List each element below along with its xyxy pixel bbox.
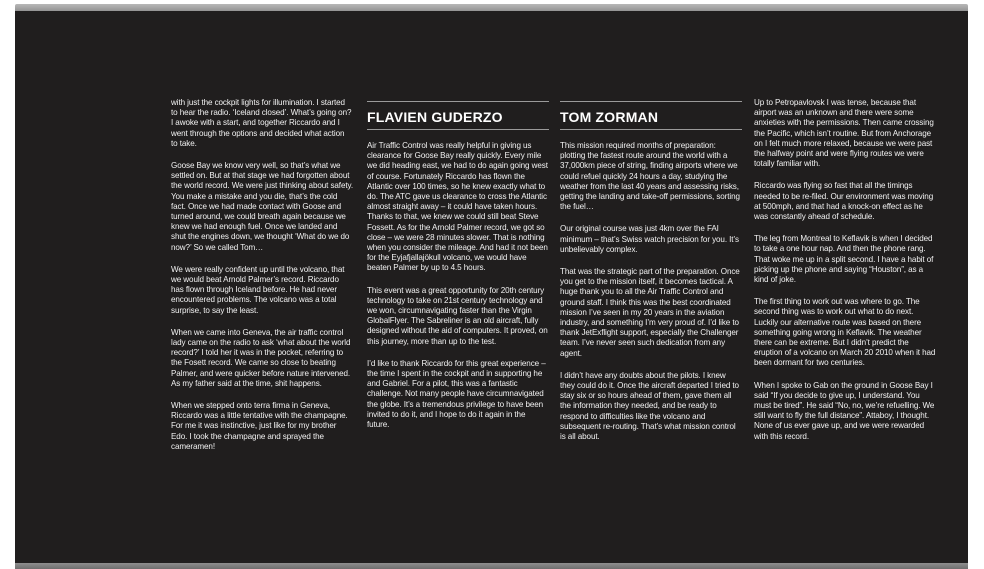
paragraph: That was the strategic part of the preparation. Once you get to the mission itself, it becomes tactical. A huge thank you to all the Air Traffic Control and ground staff. I think this was the best coordinated mission I’ve seen in my 20 years in the aviation industry, and something I’m very proud of. I’d like to thank JetExflight support, especially the Challenger team. I’ve never seen such dedication from any agent. xyxy=(560,267,740,358)
paragraph: This mission required months of preparation: plotting the fastest route around the world with a 37,000km piece of string, finding airports where we could refuel quickly 24 hours a day, studying the weather from the last 40 years and assessing risks, getting the landing and take-off permissions, sorting the fuel… xyxy=(560,141,740,212)
viewer-frame-bottom xyxy=(15,563,968,569)
heading-rule-bottom xyxy=(560,129,742,130)
paragraph: Goose Bay we know very well, so that’s what we settled on. But at that stage we had forgotten about the world record. We were just thinking about safety. You make a mistake and you die, that’s the cold fact. Once we had made contact with Goose and turned around, we could breath again because we knew we had enough fuel. Once we landed and shut the engines down, we thought ‘What do we do now?’ So we called Tom… xyxy=(171,161,353,252)
paragraph: When we stepped onto terra firma in Geneva, Riccardo was a little tentative with the champagne. For me it was instinctive, just like for my brother Edo. I took the champagne and sprayed the cameramen! xyxy=(171,401,348,451)
heading-rule-top xyxy=(367,101,549,102)
magazine-page xyxy=(15,11,968,564)
paragraph: Air Traffic Control was really helpful in giving us clearance for Goose Bay really quickly. Every mile we did heading east, we had to do again going west of course. Fortunately Riccardo has flown the Atlantic over 100 times, so he knew exactly what to do. The ATC gave us clearance to cross the Atlantic almost straight away – it could have taken hours. Thanks to that, we knew we could still beat Steve Fossett. As for the Arnold Palmer record, we got so close – we were 28 minutes slower. That is nothing when you consider the mileage. And had it not been for the Eyjafjallajökull volcano, we would have beaten Palmer by up to 4.5 hours. xyxy=(367,141,548,273)
paragraph: We were really confident up until the volcano, that we would beat Arnold Palmer’s record. Riccardo has flown through Iceland before. He had never encountered problems. The volcano was a total surprise, to say the least. xyxy=(171,264,345,315)
paragraph: I’d like to thank Riccardo for this great experience – the time I spent in the cockpit and in supporting he and Gabriel. For a pilot, this was a fantastic challenge. Not many people have circumnavigated the globe. It’s a tremendous privilege to have been invited to do it, and I hope to do it again in the future. xyxy=(367,358,546,430)
heading-rule-bottom xyxy=(367,129,549,130)
section-heading: TOM ZORMAN xyxy=(560,109,659,125)
paragraph: When I spoke to Gab on the ground in Goose Bay I said “If you decide to give up, I understand. You must be tired”. He said “No, no, we’re refuelling. We still want to fly the full distance”. Attaboy, I thought. None of us ever gave up, and we were rewarded with this record. xyxy=(754,380,935,441)
heading-rule-top xyxy=(560,101,742,102)
paragraph: The leg from Montreal to Keflavik is when I decided to take a one hour nap. And then the phone rang. That woke me up in a split second. I have a habit of picking up the phone and saying “Houston”, as a kind of joke. xyxy=(754,234,934,285)
text-column-3 xyxy=(560,101,742,454)
text-column-1 xyxy=(171,98,353,464)
paragraph: Riccardo was flying so fast that all the timings needed to be re-filed. Our environment was moving at 500mph, and that had a knock-on effect as he was constantly ahead of schedule. xyxy=(754,181,934,222)
paragraph: The first thing to work out was where to go. The second thing was to work out what to do next. Luckily our alternative route was based on there something going wrong in Keflavik. The weather there can be extreme. But I didn’t predict the eruption of a volcano on March 20 2010 when it had been dormant for two centuries. xyxy=(754,297,936,368)
paragraph: This event was a great opportunity for 20th century technology to take on 21st century technology and we won, circumnavigating faster than the Virgin GlobalFlyer. The Sabreliner is an old aircraft, fully designed without the aid of computers. It proved, on this journey, more than up to the test. xyxy=(367,285,548,346)
text-column-4 xyxy=(754,98,936,454)
paragraph: When we came into Geneva, the air traffic control lady came on the radio to ask ‘what about the world record?’ I told her it was in the pocket, referring to the Fosett record. We came so close to beating Palmer, and were quicker before nature intervened. As my father said at the time, shit happens. xyxy=(171,327,351,388)
paragraph: Up to Petropavlovsk I was tense, because that airport was an unknown and there were some anxieties with the permissions. Then came crossing the Pacific, which isn’t routine. But from Anchorage on I felt much more relaxed, because we were past the halfway point and were flying routes we were totally familiar with. xyxy=(754,98,934,169)
paragraph: Our original course was just 4km over the FAI minimum – that’s Swiss watch precision for you. It’s unbelievably complex. xyxy=(560,224,739,254)
text-column-2 xyxy=(367,101,549,442)
paragraph: I didn’t have any doubts about the pilots. I knew they could do it. Once the aircraft departed I tried to stay six or so hours ahead of them, gave them all the information they needed, and be ready to respond to difficulties like the volcano and subsequent re-routing. That’s what mission control is all about. xyxy=(560,370,739,442)
paragraph: with just the cockpit lights for illumination. I started to hear the radio. ‘Iceland closed’. What’s going on? I awoke with a start, and together Riccardo and I went through the options and decided what action to take. xyxy=(171,98,352,148)
section-heading: FLAVIEN GUDERZO xyxy=(367,109,503,125)
